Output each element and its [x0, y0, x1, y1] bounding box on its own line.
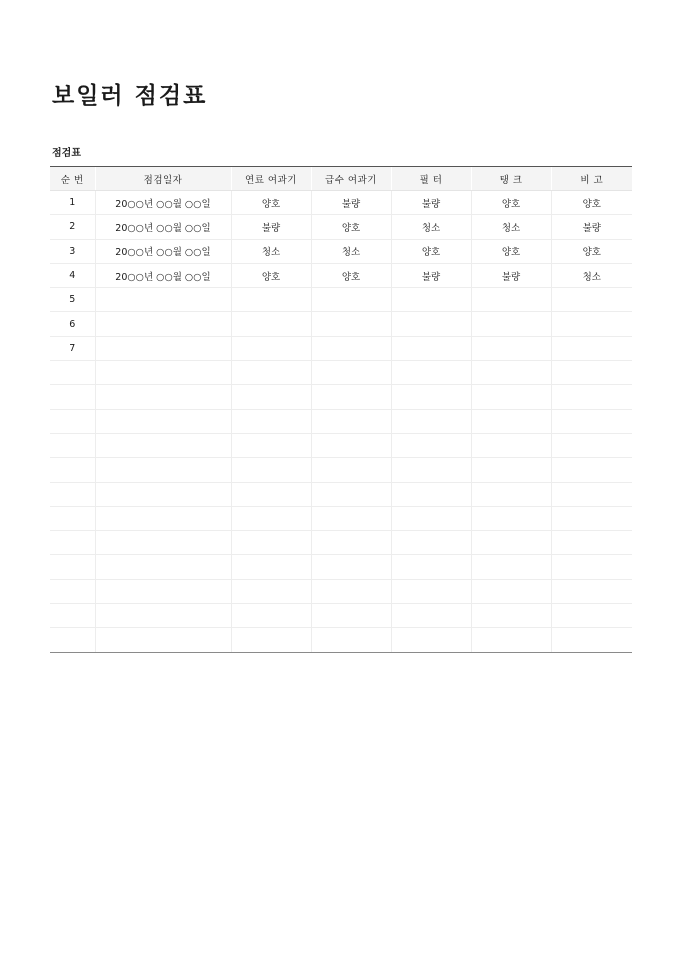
table-row [50, 506, 632, 530]
cell-number [50, 579, 95, 603]
cell-fuel-filter [231, 458, 311, 482]
cell-number [50, 531, 95, 555]
cell-inspection-date [95, 385, 231, 409]
cell-tank [471, 579, 551, 603]
table-row [50, 336, 632, 360]
cell-fuel-filter [231, 385, 311, 409]
cell-filter [391, 458, 471, 482]
cell-feedwater-filter [311, 385, 391, 409]
cell-tank [471, 336, 551, 360]
table-body [50, 191, 632, 653]
cell-feedwater-filter [311, 336, 391, 360]
header-inspection-date: 점검일자 [95, 167, 231, 191]
cell-fuel-filter [231, 409, 311, 433]
cell-inspection-date: 20○○년 ○○월 ○○일 [95, 239, 231, 263]
cell-number [50, 628, 95, 652]
cell-inspection-date [95, 604, 231, 628]
cell-remarks [551, 433, 632, 457]
cell-fuel-filter [231, 482, 311, 506]
cell-number: 7 [50, 336, 95, 360]
cell-fuel-filter [231, 579, 311, 603]
cell-tank [471, 409, 551, 433]
cell-number [50, 506, 95, 530]
cell-tank [471, 312, 551, 336]
cell-filter [391, 506, 471, 530]
cell-fuel-filter: 불량 [231, 215, 311, 239]
table-header-row [50, 167, 632, 191]
cell-number: 3 [50, 239, 95, 263]
cell-inspection-date [95, 482, 231, 506]
section-label: 점검표 [52, 148, 81, 159]
cell-fuel-filter [231, 288, 311, 312]
cell-number [50, 385, 95, 409]
cell-remarks [551, 604, 632, 628]
cell-fuel-filter [231, 604, 311, 628]
cell-filter: 청소 [391, 215, 471, 239]
cell-feedwater-filter: 양호 [311, 215, 391, 239]
table-row [50, 361, 632, 385]
cell-number: 2 [50, 215, 95, 239]
cell-remarks [551, 506, 632, 530]
cell-tank [471, 288, 551, 312]
cell-filter [391, 531, 471, 555]
cell-feedwater-filter [311, 361, 391, 385]
cell-remarks [551, 385, 632, 409]
cell-filter [391, 604, 471, 628]
cell-fuel-filter [231, 361, 311, 385]
cell-feedwater-filter [311, 506, 391, 530]
cell-filter [391, 288, 471, 312]
cell-tank [471, 555, 551, 579]
cell-remarks [551, 579, 632, 603]
cell-tank: 청소 [471, 215, 551, 239]
cell-tank [471, 482, 551, 506]
cell-filter [391, 361, 471, 385]
cell-remarks [551, 336, 632, 360]
cell-feedwater-filter: 양호 [311, 263, 391, 287]
cell-remarks [551, 288, 632, 312]
cell-remarks [551, 628, 632, 652]
header-fuel-filter: 연료 여과기 [231, 167, 311, 191]
cell-fuel-filter [231, 555, 311, 579]
cell-inspection-date [95, 312, 231, 336]
cell-tank: 양호 [471, 239, 551, 263]
cell-number [50, 361, 95, 385]
table-row [50, 433, 632, 457]
cell-number [50, 604, 95, 628]
cell-inspection-date [95, 555, 231, 579]
cell-feedwater-filter [311, 433, 391, 457]
cell-fuel-filter [231, 312, 311, 336]
cell-fuel-filter: 양호 [231, 191, 311, 215]
cell-inspection-date [95, 361, 231, 385]
table-row [50, 409, 632, 433]
cell-inspection-date: 20○○년 ○○월 ○○일 [95, 215, 231, 239]
cell-tank [471, 531, 551, 555]
header-remarks: 비 고 [551, 167, 632, 191]
cell-feedwater-filter [311, 555, 391, 579]
table-row [50, 482, 632, 506]
table-row [50, 215, 632, 239]
cell-inspection-date [95, 579, 231, 603]
cell-inspection-date [95, 409, 231, 433]
cell-remarks [551, 458, 632, 482]
cell-inspection-date [95, 506, 231, 530]
cell-inspection-date [95, 433, 231, 457]
table-row [50, 531, 632, 555]
cell-remarks [551, 531, 632, 555]
cell-filter: 양호 [391, 239, 471, 263]
table-row [50, 191, 632, 215]
cell-number [50, 458, 95, 482]
cell-feedwater-filter [311, 312, 391, 336]
cell-feedwater-filter [311, 628, 391, 652]
cell-remarks: 양호 [551, 191, 632, 215]
cell-fuel-filter: 청소 [231, 239, 311, 263]
table-row [50, 458, 632, 482]
cell-fuel-filter [231, 628, 311, 652]
cell-number: 6 [50, 312, 95, 336]
cell-filter: 불량 [391, 191, 471, 215]
table-row [50, 239, 632, 263]
cell-filter [391, 555, 471, 579]
cell-filter [391, 482, 471, 506]
cell-tank: 불량 [471, 263, 551, 287]
cell-feedwater-filter: 청소 [311, 239, 391, 263]
cell-remarks [551, 555, 632, 579]
cell-tank [471, 458, 551, 482]
table-row [50, 579, 632, 603]
cell-fuel-filter [231, 433, 311, 457]
cell-tank [471, 433, 551, 457]
cell-inspection-date [95, 628, 231, 652]
cell-remarks: 양호 [551, 239, 632, 263]
cell-remarks: 불량 [551, 215, 632, 239]
header-filter: 필 터 [391, 167, 471, 191]
cell-feedwater-filter [311, 409, 391, 433]
inspection-table [50, 166, 632, 653]
table-row [50, 385, 632, 409]
cell-remarks [551, 409, 632, 433]
header-tank: 탱 크 [471, 167, 551, 191]
cell-tank [471, 628, 551, 652]
cell-feedwater-filter [311, 531, 391, 555]
cell-filter [391, 385, 471, 409]
cell-fuel-filter [231, 506, 311, 530]
header-number: 순 번 [50, 167, 95, 191]
cell-remarks: 청소 [551, 263, 632, 287]
table-row [50, 312, 632, 336]
cell-filter [391, 336, 471, 360]
cell-filter [391, 409, 471, 433]
cell-remarks [551, 361, 632, 385]
cell-inspection-date [95, 531, 231, 555]
cell-feedwater-filter [311, 458, 391, 482]
cell-inspection-date [95, 288, 231, 312]
cell-fuel-filter: 양호 [231, 263, 311, 287]
document-title: 보일러 점검표 [52, 83, 208, 109]
cell-remarks [551, 482, 632, 506]
cell-filter [391, 433, 471, 457]
table-row [50, 555, 632, 579]
cell-inspection-date: 20○○년 ○○월 ○○일 [95, 191, 231, 215]
cell-tank [471, 506, 551, 530]
cell-filter [391, 312, 471, 336]
cell-tank [471, 385, 551, 409]
cell-number [50, 409, 95, 433]
table-row [50, 604, 632, 628]
cell-tank: 양호 [471, 191, 551, 215]
cell-filter: 불량 [391, 263, 471, 287]
cell-number: 5 [50, 288, 95, 312]
table-row [50, 288, 632, 312]
cell-filter [391, 579, 471, 603]
cell-filter [391, 628, 471, 652]
cell-tank [471, 604, 551, 628]
cell-inspection-date [95, 336, 231, 360]
cell-tank [471, 361, 551, 385]
cell-feedwater-filter [311, 579, 391, 603]
cell-remarks [551, 312, 632, 336]
header-feedwater-filter: 급수 여과기 [311, 167, 391, 191]
cell-number: 1 [50, 191, 95, 215]
cell-fuel-filter [231, 336, 311, 360]
cell-inspection-date [95, 458, 231, 482]
cell-number [50, 482, 95, 506]
cell-number: 4 [50, 263, 95, 287]
cell-number [50, 433, 95, 457]
cell-number [50, 555, 95, 579]
cell-feedwater-filter: 불량 [311, 191, 391, 215]
cell-feedwater-filter [311, 288, 391, 312]
cell-fuel-filter [231, 531, 311, 555]
table-row [50, 263, 632, 287]
cell-feedwater-filter [311, 604, 391, 628]
cell-inspection-date: 20○○년 ○○월 ○○일 [95, 263, 231, 287]
table-row [50, 628, 632, 652]
cell-feedwater-filter [311, 482, 391, 506]
